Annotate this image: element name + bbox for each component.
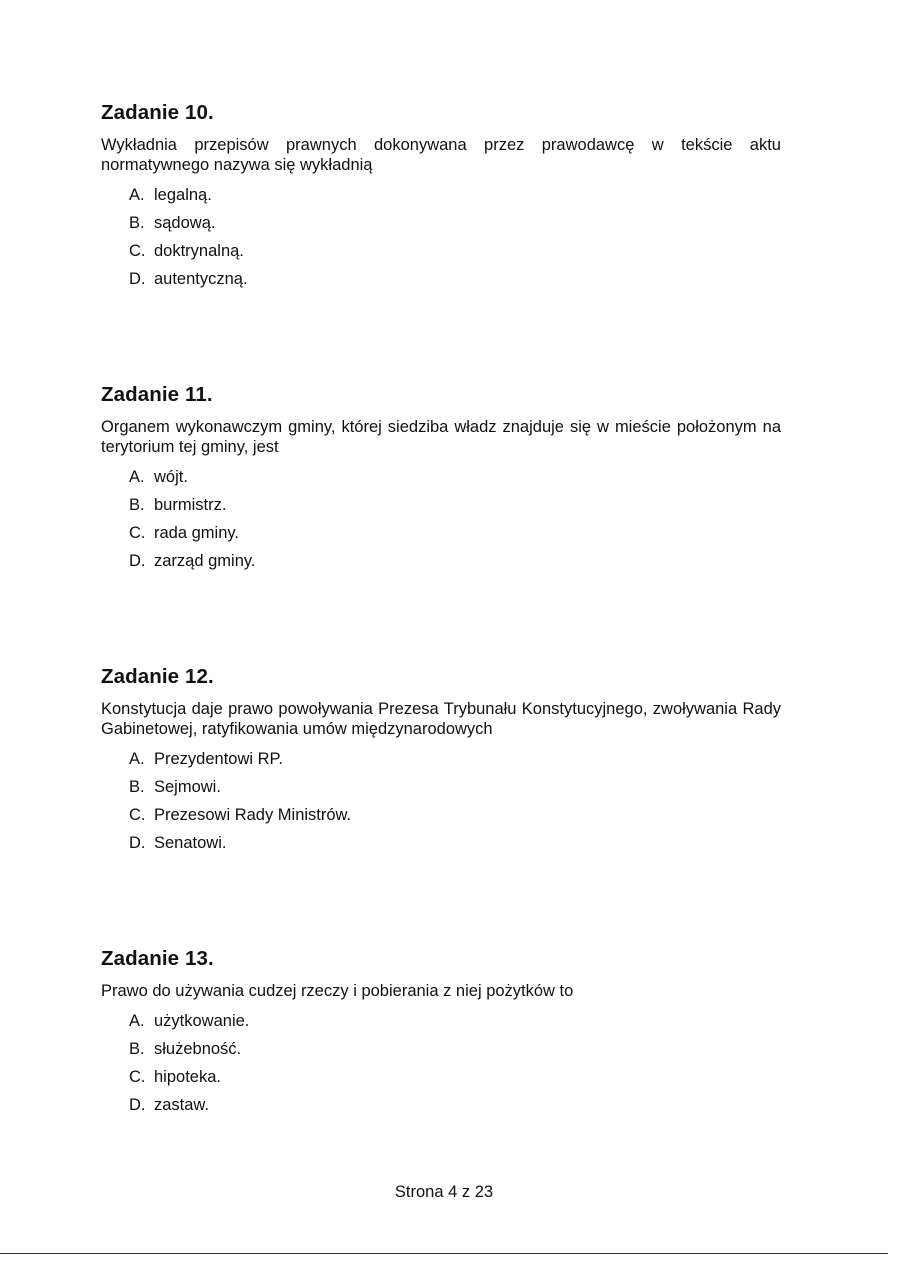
option-letter: C. bbox=[129, 806, 146, 824]
answer-option-c bbox=[129, 241, 781, 269]
option-text: służebność. bbox=[154, 1040, 242, 1058]
option-letter: D. bbox=[129, 270, 146, 288]
option-letter: D. bbox=[129, 552, 146, 570]
option-text: burmistrz. bbox=[154, 496, 227, 514]
option-letter: A. bbox=[129, 1012, 145, 1030]
option-letter: A. bbox=[129, 750, 145, 768]
task-10 bbox=[101, 101, 781, 297]
option-text: autentyczną. bbox=[154, 270, 248, 288]
option-text: Senatowi. bbox=[154, 834, 227, 852]
task-question: Prawo do używania cudzej rzeczy i pobierania z niej pożytków to bbox=[101, 982, 574, 1000]
answer-option-b bbox=[129, 495, 781, 523]
option-letter: D. bbox=[129, 834, 146, 852]
answer-option-c bbox=[129, 523, 781, 551]
answer-option-b bbox=[129, 777, 781, 805]
answer-option-a bbox=[129, 467, 781, 495]
option-letter: B. bbox=[129, 778, 145, 796]
option-text: rada gminy. bbox=[154, 524, 239, 542]
page-number: Strona 4 z 23 bbox=[394, 1183, 494, 1201]
answer-option-b bbox=[129, 213, 781, 241]
task-13 bbox=[101, 947, 781, 1123]
answer-option-a bbox=[129, 185, 781, 213]
answer-option-c bbox=[129, 805, 781, 833]
task-12 bbox=[101, 665, 781, 861]
option-letter: A. bbox=[129, 468, 145, 486]
option-letter: B. bbox=[129, 214, 145, 232]
option-text: doktrynalną. bbox=[154, 242, 244, 260]
option-text: zastaw. bbox=[154, 1096, 210, 1114]
bottom-divider bbox=[0, 1253, 888, 1254]
answer-option-a bbox=[129, 749, 781, 777]
option-text: użytkowanie. bbox=[154, 1012, 250, 1030]
option-letter: D. bbox=[129, 1096, 146, 1114]
option-letter: B. bbox=[129, 496, 145, 514]
option-text: sądową. bbox=[154, 214, 216, 232]
option-text: hipoteka. bbox=[154, 1068, 221, 1086]
answer-option-d bbox=[129, 1095, 781, 1123]
task-title: Zadanie 12. bbox=[101, 665, 214, 688]
option-letter: C. bbox=[129, 524, 146, 542]
task-title: Zadanie 10. bbox=[101, 101, 214, 124]
task-question: Konstytucja daje prawo powoływania Prezesa Trybunału Konstytucyjnego, zwoływania Rady Gabinetowej, ratyfikowania umów międzynarodowych bbox=[101, 700, 781, 738]
answer-options bbox=[129, 1011, 781, 1123]
option-letter: C. bbox=[129, 1068, 146, 1086]
answer-option-d bbox=[129, 551, 781, 579]
option-text: Prezydentowi RP. bbox=[154, 750, 284, 768]
option-letter: B. bbox=[129, 1040, 145, 1058]
task-title: Zadanie 13. bbox=[101, 947, 214, 970]
option-text: legalną. bbox=[154, 186, 212, 204]
answer-options bbox=[129, 749, 781, 861]
answer-options bbox=[129, 185, 781, 297]
answer-option-b bbox=[129, 1039, 781, 1067]
task-question: Organem wykonawczym gminy, której siedziba władz znajduje się w mieście położonym na terytorium tej gminy, jest bbox=[101, 418, 781, 456]
task-11 bbox=[101, 383, 781, 579]
answer-options bbox=[129, 467, 781, 579]
option-letter: C. bbox=[129, 242, 146, 260]
task-title: Zadanie 11. bbox=[101, 383, 213, 406]
answer-option-d bbox=[129, 269, 781, 297]
option-text: Sejmowi. bbox=[154, 778, 221, 796]
option-text: wójt. bbox=[154, 468, 188, 486]
option-letter: A. bbox=[129, 186, 145, 204]
option-text: Prezesowi Rady Ministrów. bbox=[154, 806, 352, 824]
answer-option-a bbox=[129, 1011, 781, 1039]
option-text: zarząd gminy. bbox=[154, 552, 256, 570]
answer-option-d bbox=[129, 833, 781, 861]
answer-option-c bbox=[129, 1067, 781, 1095]
task-question: Wykładnia przepisów prawnych dokonywana przez prawodawcę w tekście aktu normatywnego nazywa się wykładnią bbox=[101, 136, 781, 174]
